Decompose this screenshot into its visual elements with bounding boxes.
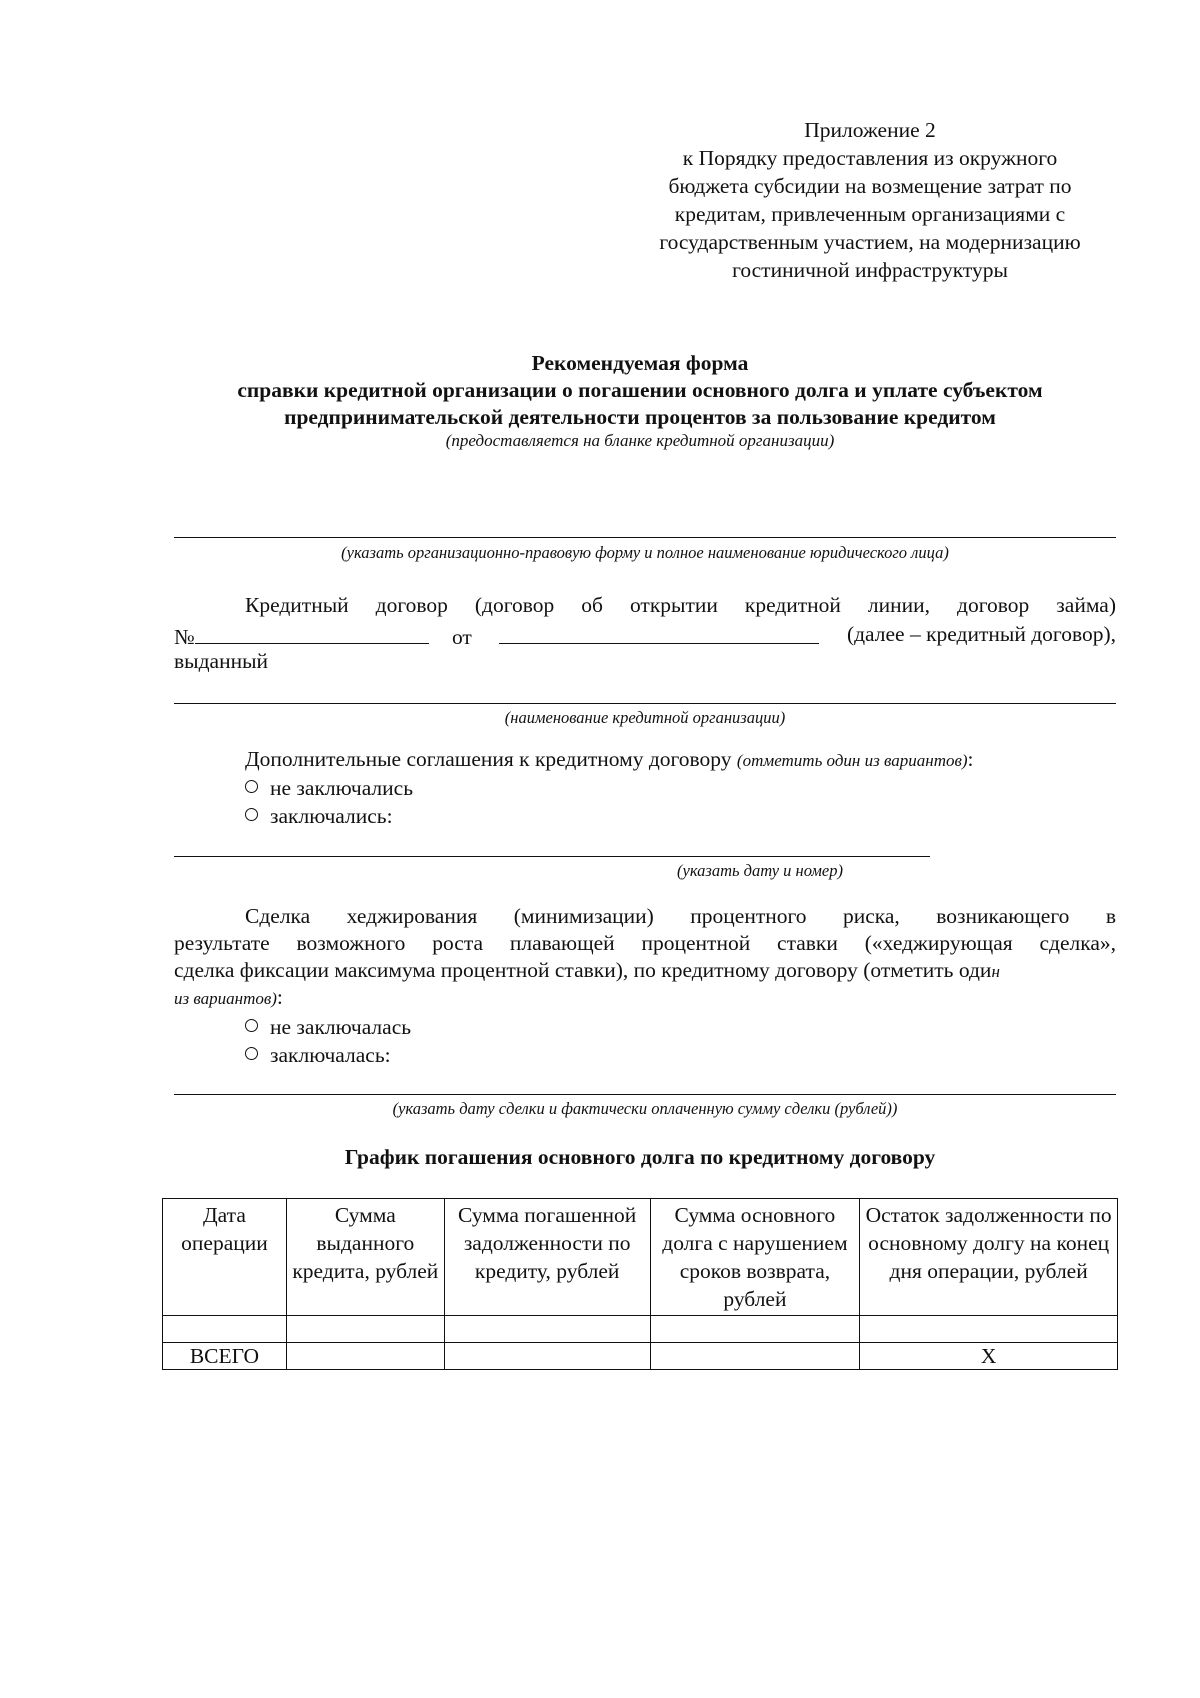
appendix-line: бюджета субсидии на возмещение затрат по <box>668 174 1072 198</box>
table-cell[interactable] <box>860 1316 1118 1343</box>
agreements-text: Дополнительные соглашения к кредитному договору <box>245 747 732 771</box>
option-label: заключалась: <box>270 1043 391 1067</box>
agreements-option-yes[interactable] <box>245 802 393 830</box>
hedging-details-line[interactable] <box>174 1094 1116 1095</box>
title-line: Рекомендуемая форма <box>531 351 749 375</box>
header-date: Дата операции <box>163 1199 287 1316</box>
schedule-table <box>162 1198 1118 1370</box>
table-cell[interactable] <box>286 1316 444 1343</box>
hedging-line-3 <box>174 957 1116 985</box>
contract-suffix: (далее – кредитный договор), <box>846 622 1116 646</box>
agreements-caption: (указать дату и номер) <box>677 861 843 880</box>
title-line: предпринимательской деятельности процентов за пользование кредитом <box>284 405 996 429</box>
appendix-line: кредитам, привлеченным организациями с <box>674 202 1066 226</box>
title-subtitle: (предоставляется на бланке кредитной организации) <box>445 431 835 450</box>
bank-name-caption: (наименование кредитной организации) <box>504 708 786 727</box>
org-name-line[interactable] <box>174 537 1116 538</box>
agreements-date-line[interactable] <box>174 856 930 857</box>
hedging-hint: из вариантов) <box>174 989 277 1008</box>
form-title <box>170 350 1110 451</box>
hedging-line-4 <box>174 984 283 1012</box>
contract-number-field[interactable] <box>195 621 429 644</box>
hedging-option-yes[interactable] <box>245 1041 391 1069</box>
org-name-caption: (указать организационно-правовую форму и полное наименование юридического лица) <box>341 543 949 562</box>
table-cell[interactable] <box>650 1343 860 1370</box>
title-line: справки кредитной организации о погашении основного долга и уплате субъектом <box>237 378 1043 402</box>
appendix-line: к Порядку предоставления из окружного <box>682 146 1058 170</box>
appendix-header <box>620 116 1120 284</box>
table-header-row <box>163 1199 1118 1316</box>
total-label: ВСЕГО <box>163 1343 287 1370</box>
contract-line-1: Кредитный договор (договор об открытии кредитной линии, договор займа) <box>245 593 1116 617</box>
hedging-caption: (указать дату сделки и фактически оплаченную сумму сделки (рублей)) <box>392 1099 898 1118</box>
bank-name-line[interactable] <box>174 703 1116 704</box>
header-issued: Сумма выданного кредита, рублей <box>286 1199 444 1316</box>
table-cell[interactable] <box>286 1343 444 1370</box>
header-balance: Остаток задолженности по основному долгу на конец дня операции, рублей <box>860 1199 1118 1316</box>
appendix-line: государственным участием, на модернизацию <box>659 230 1081 254</box>
radio-circle-icon[interactable] <box>245 808 258 821</box>
agreements-option-none[interactable] <box>245 774 413 802</box>
radio-circle-icon[interactable] <box>245 1019 258 1032</box>
number-sign: № <box>174 625 195 649</box>
radio-circle-icon[interactable] <box>245 780 258 793</box>
table-cell[interactable] <box>163 1316 287 1343</box>
from-label: от <box>451 625 472 649</box>
appendix-line: гостиничной инфраструктуры <box>732 258 1008 282</box>
hedging-line-3-text: сделка фиксации максимума процентной ставки), по кредитному договору (отметить оди <box>174 958 992 982</box>
header-overdue: Сумма основного долга с нарушением сроков возврата, рублей <box>650 1199 860 1316</box>
hedging-colon: : <box>276 985 283 1009</box>
table-row <box>163 1316 1118 1343</box>
table-cell[interactable] <box>650 1316 860 1343</box>
agreements-label <box>245 746 974 774</box>
issued-label: выданный <box>174 649 269 673</box>
table-cell[interactable] <box>444 1343 650 1370</box>
agreements-colon: : <box>967 747 974 771</box>
contract-line-2 <box>174 621 1116 651</box>
hedging-option-none[interactable] <box>245 1013 411 1041</box>
agreements-hint: (отметить один из вариантов) <box>736 751 968 770</box>
contract-date-field[interactable] <box>499 621 819 644</box>
hedging-line-1: Сделка хеджирования (минимизации) процентного риска, возникающего в <box>245 904 1116 928</box>
hedging-line-3-tail: н <box>991 962 1000 981</box>
hedging-line-2: результате возможного роста плавающей процентной ставки («хеджирующая сделка», <box>174 931 1116 955</box>
option-label: не заключались <box>270 776 414 800</box>
appendix-line: Приложение 2 <box>804 118 936 142</box>
header-repaid: Сумма погашенной задолженности по кредиту, рублей <box>444 1199 650 1316</box>
table-total-row <box>163 1343 1118 1370</box>
option-label: не заключалась <box>270 1015 412 1039</box>
radio-circle-icon[interactable] <box>245 1047 258 1060</box>
option-label: заключались: <box>270 804 393 828</box>
total-last-cell: X <box>860 1343 1118 1370</box>
table-cell[interactable] <box>444 1316 650 1343</box>
schedule-title: График погашения основного долга по кредитному договору <box>344 1145 936 1169</box>
